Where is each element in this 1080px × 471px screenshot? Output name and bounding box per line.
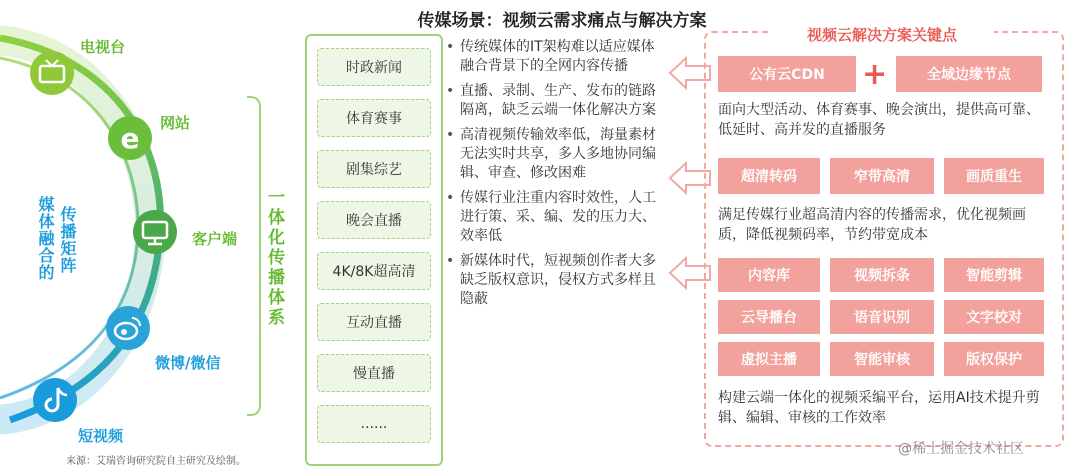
tv-icon [30, 51, 74, 95]
solution-tag: 智能剪辑 [944, 258, 1044, 292]
channel-label-tv: 电视台 [80, 38, 126, 56]
page-title: 传媒场景：视频云需求痛点与解决方案 [417, 11, 707, 31]
pain-point: • 新媒体时代，短视频创作者大多缺乏版权意识，侵权方式多样且隐蔽 [446, 252, 668, 309]
tiktok-icon [33, 378, 77, 422]
scenario-item: ...... [317, 405, 431, 443]
integrated-system-label: 一体化传播体系 [264, 188, 284, 328]
matrix-label-col1: 媒体融合的 [36, 196, 55, 281]
scenario-item: 剧集综艺 [317, 150, 431, 188]
scenario-item: 体育赛事 [317, 99, 431, 137]
solution-tag: 语音识别 [830, 300, 934, 334]
weibo-icon [106, 306, 150, 350]
source-note: 来源：艾瑞咨询研究院自主研究及绘制。 [66, 456, 246, 467]
watermark: @稀土掘金技术社区 [898, 441, 1024, 457]
solution-tag: 文字校对 [944, 300, 1044, 334]
scenario-item: 晚会直播 [317, 201, 431, 239]
scenario-item: 慢直播 [317, 354, 431, 392]
matrix-label-col2: 传播矩阵 [58, 206, 77, 274]
solution-desc: 面向大型活动、体育赛事、晚会演出，提供高可靠、低延时、高并发的直播服务 [718, 102, 1040, 138]
solution-tag: 智能审核 [830, 342, 934, 376]
bracket-line [247, 96, 261, 416]
solution-tag: 虚拟主播 [718, 342, 820, 376]
solution-tag: 公有云CDN [718, 56, 856, 92]
solution-tag: 画质重生 [944, 158, 1044, 194]
pain-point: • 高清视频传输效率低，海量素材无法实时共享，多人多地协同编辑、审查、修改困难 [446, 126, 668, 183]
pain-point: • 传媒行业注重内容时效性，人工进行策、采、编、发的压力大、效率低 [446, 189, 668, 246]
solution-tag: 超清转码 [718, 158, 820, 194]
browser-icon [108, 116, 152, 160]
pain-point: • 直播、录制、生产、发布的链路隔离，缺乏云端一体化解决方案 [446, 82, 668, 120]
solution-tag: 全域边缘节点 [896, 56, 1042, 92]
solution-tag: 内容库 [718, 258, 820, 292]
solution-tag: 窄带高清 [830, 158, 934, 194]
channel-label-weibo: 微博/微信 [155, 354, 221, 372]
svg-text:e: e [120, 122, 140, 155]
scenario-item: 互动直播 [317, 303, 431, 341]
channel-label-client: 客户端 [192, 230, 238, 248]
channel-label-website: 网站 [160, 114, 191, 132]
solution-desc: 构建云端一体化的视频采编平台，运用AI技术提升剪辑、编辑、审核的工作效率 [718, 390, 1040, 426]
monitor-icon [133, 210, 177, 254]
solution-tag: 云导播台 [718, 300, 820, 334]
solution-title: 视频云解决方案关键点 [770, 24, 994, 45]
channel-label-shortvideo: 短视频 [78, 427, 124, 445]
scenario-list [305, 34, 443, 466]
solution-desc: 满足传媒行业超高清内容的传播需求，优化视频画质，降低视频码率，节约带宽成本 [718, 207, 1026, 243]
solution-tag: 视频拆条 [830, 258, 934, 292]
scenario-item: 4K/8K超高清 [317, 252, 431, 290]
plus-icon: + [862, 57, 888, 92]
solution-tag: 版权保护 [944, 342, 1044, 376]
scenario-item: 时政新闻 [317, 48, 431, 86]
pain-point: • 传统媒体的IT架构难以适应媒体融合背景下的全网内容传播 [446, 38, 668, 76]
pain-point-list [446, 38, 668, 315]
